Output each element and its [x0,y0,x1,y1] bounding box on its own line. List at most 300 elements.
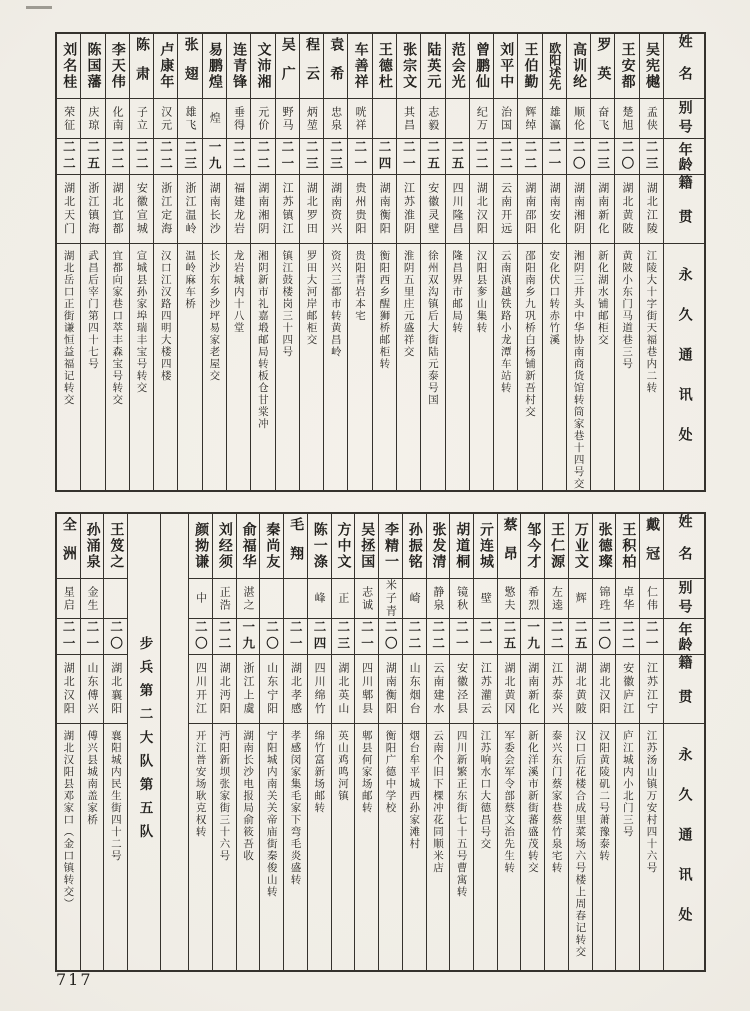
address-cell [591,243,614,490]
age-cell-text: 二一 [454,620,470,653]
person-column [498,514,522,970]
person-column [494,34,518,490]
name-cell [308,514,331,578]
alias-cell-text: 纪万 [475,105,489,132]
person-column [300,34,324,490]
name-cell [178,34,201,98]
name-cell [591,34,614,98]
age-cell-text: 二一 [61,620,77,653]
alias-cell [373,98,396,138]
age-cell-text: 二二 [620,620,636,653]
person-column [521,514,545,970]
address-cell [450,723,473,970]
name-cell [543,34,566,98]
name-cell-text: 吴拯国 [359,522,376,570]
directory-table-top [55,32,706,492]
person-column [545,514,569,970]
native-cell [567,174,590,243]
native-cell [348,174,371,243]
alias-cell-text: 庆琼 [86,105,100,132]
alias-cell-text: 崎 [408,592,422,605]
age-cell [397,138,420,174]
age-cell [308,618,331,654]
header-label [664,243,704,490]
alias-cell [355,578,378,618]
age-cell-text: 二一 [478,620,494,653]
name-cell-text: 车善祥 [352,42,369,90]
address-cell [640,243,663,490]
native-cell [189,654,212,723]
age-cell [403,618,426,654]
age-cell [470,138,493,174]
address-cell-text: 新化湖水铺邮柜交 [596,250,609,346]
alias-cell [300,98,323,138]
name-cell [616,514,639,578]
name-cell [494,34,517,98]
age-cell-text: 二一 [359,620,375,653]
alias-cell-text: 咣祥 [353,105,367,132]
age-cell [57,618,80,654]
alias-cell-text: 峰 [313,592,327,605]
person-column [57,514,81,970]
name-cell-text: 刘经须 [216,522,233,570]
address-cell [260,723,283,970]
native-cell-text: 山东烟台 [408,662,422,716]
alias-cell-text: 奋飞 [596,105,610,132]
person-column [308,514,332,970]
address-cell [421,243,444,490]
person-column [178,34,202,490]
age-cell-text: 二一 [352,140,368,173]
address-cell [569,723,592,970]
age-cell-text: 二〇 [108,620,124,653]
native-cell [450,654,473,723]
address-cell [379,723,402,970]
age-cell-text: 一九 [525,620,541,653]
name-cell [57,34,80,98]
age-cell-text: 二五 [85,140,101,173]
native-cell [494,174,517,243]
blank-column [161,514,189,970]
person-column [348,34,372,490]
header-label [664,514,704,578]
person-column [470,34,494,490]
age-cell [178,138,201,174]
native-cell-text: 四川开江 [194,662,208,716]
person-column [227,34,251,490]
alias-cell [308,578,331,618]
address-cell [213,723,236,970]
alias-cell-text: 汉元 [159,105,173,132]
name-cell [379,514,402,578]
age-cell [616,618,639,654]
person-column [81,34,105,490]
person-column [450,514,474,970]
header-label-text: 年龄 [676,141,693,172]
alias-cell-text: 左逵 [550,585,564,612]
address-cell-text: 汉阳黄陵矶二号萧豫泰转 [598,730,611,862]
name-cell-text: 戴冠 [644,517,661,575]
name-cell-text: 高训纶 [571,42,588,90]
age-cell [355,618,378,654]
age-cell [203,138,226,174]
native-cell [251,174,274,243]
alias-cell [427,578,450,618]
native-cell-text: 浙江定海 [159,182,173,236]
native-cell-text: 湖北英山 [336,662,350,716]
name-cell [104,514,127,578]
name-cell-text: 胡道桐 [454,522,471,570]
alias-cell-text: 镜秋 [455,585,469,612]
age-cell [640,618,663,654]
alias-cell-text: 雄飞 [183,105,197,132]
address-cell-text: 罗田大河岸邮柜交 [305,250,318,346]
native-cell-text: 贵州贵阳 [353,182,367,236]
name-cell-text: 方中文 [335,522,352,570]
native-cell [284,654,307,723]
person-column [640,34,664,490]
address-cell [284,723,307,970]
person-column [403,514,427,970]
age-cell-text: 二〇 [264,620,280,653]
native-cell [403,654,426,723]
name-cell [397,34,420,98]
native-cell-text: 湖南新化 [596,182,610,236]
name-cell-text: 王安都 [619,42,636,90]
native-cell-text: 湖南湘阴 [572,182,586,236]
age-cell-text: 二五 [573,620,589,653]
native-cell-text: 湖北黄冈 [503,662,517,716]
age-cell [421,138,444,174]
name-cell [324,34,347,98]
native-cell [106,174,129,243]
name-cell-text: 毛翔 [288,517,305,575]
person-column [324,34,348,490]
native-cell [397,174,420,243]
alias-cell-text: 垂得 [232,105,246,132]
address-cell [130,243,153,490]
name-cell [470,34,493,98]
address-cell-text: 江苏响水口大德昌号交 [479,730,492,850]
age-cell [81,138,104,174]
age-cell [213,618,236,654]
name-cell [227,34,250,98]
native-cell-text: 湖南衡阳 [384,662,398,716]
name-cell [403,514,426,578]
person-column [332,514,356,970]
name-cell-text: 孙振铭 [406,522,423,570]
name-cell [373,34,396,98]
alias-cell-text: 辉 [574,592,588,605]
address-cell-text: 隆昌界市邮局转 [451,250,464,334]
header-label [664,654,704,723]
alias-cell-text: 壁 [479,592,493,605]
age-cell-text: 二二 [217,620,233,653]
address-cell-text: 烟台牟平城西孙家滩村 [408,730,421,850]
address-cell [300,243,323,490]
name-cell [545,514,568,578]
address-cell [446,243,469,490]
name-cell-text: 秦尚友 [264,522,281,570]
age-cell-text: 二五 [449,140,465,173]
person-column [615,34,639,490]
native-cell-text: 湖北罗田 [305,182,319,236]
name-cell [348,34,371,98]
header-label-text: 姓名 [676,34,693,98]
header-label-text: 年龄 [676,621,693,652]
alias-cell [81,98,104,138]
native-cell-text: 湖北黄陂 [621,182,635,236]
alias-cell [237,578,260,618]
address-cell-text: 淮阴五里庄元盛祥交 [402,250,415,358]
unit-label [128,514,160,970]
age-cell-text: 二一 [279,140,295,173]
person-column [379,514,403,970]
alias-cell [178,98,201,138]
age-cell-text: 二三 [304,140,320,173]
name-cell [203,34,226,98]
address-cell [373,243,396,490]
address-cell [355,723,378,970]
address-cell-text: 绵竹富新场邮转 [313,730,326,814]
native-cell [498,654,521,723]
alias-cell [106,98,129,138]
address-cell [104,723,127,970]
age-cell [373,138,396,174]
age-cell-text: 二一 [288,620,304,653]
native-cell [227,174,250,243]
name-cell-text: 亓连城 [477,522,494,570]
name-cell-text: 袁希 [328,37,345,95]
person-column [567,34,591,490]
age-cell [567,138,590,174]
native-cell-text: 湖南湘阴 [256,182,270,236]
header-label-text: 籍贯 [676,655,693,723]
person-column [446,34,470,490]
address-cell [154,243,177,490]
address-cell-text: 江陵大十字街天福巷内二转 [645,250,658,394]
address-cell-text: 湘阴新市礼嘉塅邮局转板仓甘棠冲 [256,250,269,430]
address-cell [57,243,80,490]
alias-cell [397,98,420,138]
name-cell [300,34,323,98]
name-cell [154,34,177,98]
address-cell [543,243,566,490]
age-cell [450,618,473,654]
address-cell-text: 宣城县孙家埠瑞丰宝号转交 [135,250,148,394]
address-cell-text: 庐江城内小北门三号 [621,730,634,838]
address-cell-text: 新化洋溪市新街蕃盛茂转交 [526,730,539,874]
alias-cell [203,98,226,138]
name-cell-text: 吴广 [279,37,296,95]
header-label-text: 籍贯 [676,175,693,243]
alias-cell-text: 米子青 [384,579,398,618]
name-cell-text: 张发清 [430,522,447,570]
person-column [397,34,421,490]
native-cell [379,654,402,723]
native-cell [616,654,639,723]
alias-cell [543,98,566,138]
native-cell-text: 湖北宜都 [111,182,125,236]
person-column [569,514,593,970]
age-cell [615,138,638,174]
header-label [664,98,704,138]
name-cell-text: 陈国藩 [85,42,102,90]
address-cell-text: 四川新繁正东街七十五号曹寓转 [455,730,468,898]
address-cell [518,243,541,490]
alias-cell [498,578,521,618]
address-cell [332,723,355,970]
native-cell [545,654,568,723]
alias-cell-text: 野马 [281,105,295,132]
alias-cell-text: 元价 [256,105,270,132]
alias-cell [403,578,426,618]
alias-cell-text: 希烈 [526,585,540,612]
age-cell [237,618,260,654]
native-cell-text: 湖北天门 [62,182,76,236]
age-cell-text: 二二 [430,620,446,653]
native-cell-text: 四川郫县 [360,662,374,716]
name-cell-text: 邹今才 [525,522,542,570]
age-cell-text: 二二 [158,140,174,173]
address-cell-text: 镇江鼓楼岗三十四号 [281,250,294,358]
alias-cell-text: 荣征 [62,105,76,132]
address-cell [616,723,639,970]
age-cell-text: 二〇 [596,620,612,653]
person-column [106,34,130,490]
age-cell-text: 二三 [644,140,660,173]
person-column [284,514,308,970]
age-cell-text: 二〇 [619,140,635,173]
address-cell [189,723,212,970]
alias-cell-text: 仁伟 [645,585,659,612]
native-cell [104,654,127,723]
person-column [355,514,379,970]
alias-cell [474,578,497,618]
name-cell-text: 陈一涤 [311,522,328,570]
age-cell [332,618,355,654]
age-cell [104,618,127,654]
age-cell [276,138,299,174]
name-cell [640,514,663,578]
address-cell [106,243,129,490]
person-column [237,514,261,970]
address-cell [470,243,493,490]
person-column [593,514,617,970]
address-cell-text: 徐州双沟镇后大街陆元泰号国 [426,250,439,406]
alias-cell [284,578,307,618]
alias-cell-text: 正 [336,592,350,605]
person-column [189,514,213,970]
native-cell-text: 山东宁阳 [265,662,279,716]
name-cell-text: 陈肃 [134,37,151,95]
address-cell [640,723,663,970]
address-cell-text: 军委会军令部蔡文治先生转 [503,730,516,874]
native-cell-text: 安徽灵壁 [426,182,440,236]
alias-cell [104,578,127,618]
alias-cell [640,98,663,138]
age-cell [521,618,544,654]
alias-cell [567,98,590,138]
address-cell [494,243,517,490]
native-cell-text: 湖北汉阳 [597,662,611,716]
native-cell-text: 湖北黄陂 [574,662,588,716]
native-cell [81,654,104,723]
person-column [104,514,128,970]
alias-cell-text: 化南 [111,105,125,132]
age-cell-text: 二二 [522,140,538,173]
age-cell-text: 二二 [231,140,247,173]
person-column [421,34,445,490]
native-cell-text: 湖北汉阳 [62,662,76,716]
name-cell [276,34,299,98]
age-cell-text: 二二 [61,140,77,173]
address-cell-text: 长沙东乡沙坪易家老屋交 [208,250,221,382]
address-cell [178,243,201,490]
name-cell [593,514,616,578]
alias-cell [521,578,544,618]
alias-cell [189,578,212,618]
header-label [664,578,704,618]
address-cell-text: 云南个旧下棵冲花同顺米店 [431,730,444,874]
alias-cell [130,98,153,138]
header-label [664,138,704,174]
address-cell [521,723,544,970]
native-cell [615,174,638,243]
native-cell [640,654,663,723]
name-cell [446,34,469,98]
alias-cell-text: 其昌 [402,105,416,132]
native-cell [421,174,444,243]
native-cell [178,174,201,243]
person-column [81,514,105,970]
header-label-text: 永久通讯处 [676,747,693,947]
native-cell-text: 江苏镇江 [281,182,295,236]
native-cell-text: 云南建水 [431,662,445,716]
address-cell-text: 沔阳新坝张家街三十六号 [218,730,231,862]
age-cell-text: 一九 [207,140,223,173]
age-cell-text: 二一 [547,140,563,173]
name-cell-text: 曾鹏仙 [473,42,490,90]
name-cell-text: 易鹏煌 [206,42,223,90]
native-cell [569,654,592,723]
name-cell [284,514,307,578]
age-cell-text: 二五 [501,620,517,653]
name-cell-text: 王仁源 [549,522,566,570]
alias-cell-text: 子立 [135,105,149,132]
header-label [664,723,704,970]
address-cell-text: 武昌后宰门第四十七号 [86,250,99,370]
header-column [664,34,704,490]
native-cell [276,174,299,243]
scan-artifact [26,6,52,9]
age-cell-text: 二二 [549,620,565,653]
address-cell [348,243,371,490]
name-cell-text: 孙涌泉 [84,522,101,570]
native-cell [154,174,177,243]
native-cell-text: 湖北江陵 [645,182,659,236]
name-cell [427,514,450,578]
native-cell [260,654,283,723]
native-cell [521,654,544,723]
name-cell [355,514,378,578]
name-cell-text: 张德璨 [596,522,613,570]
alias-cell [569,578,592,618]
alias-cell [615,98,638,138]
person-column [130,34,154,490]
address-cell [567,243,590,490]
age-cell-text: 二二 [109,140,125,173]
